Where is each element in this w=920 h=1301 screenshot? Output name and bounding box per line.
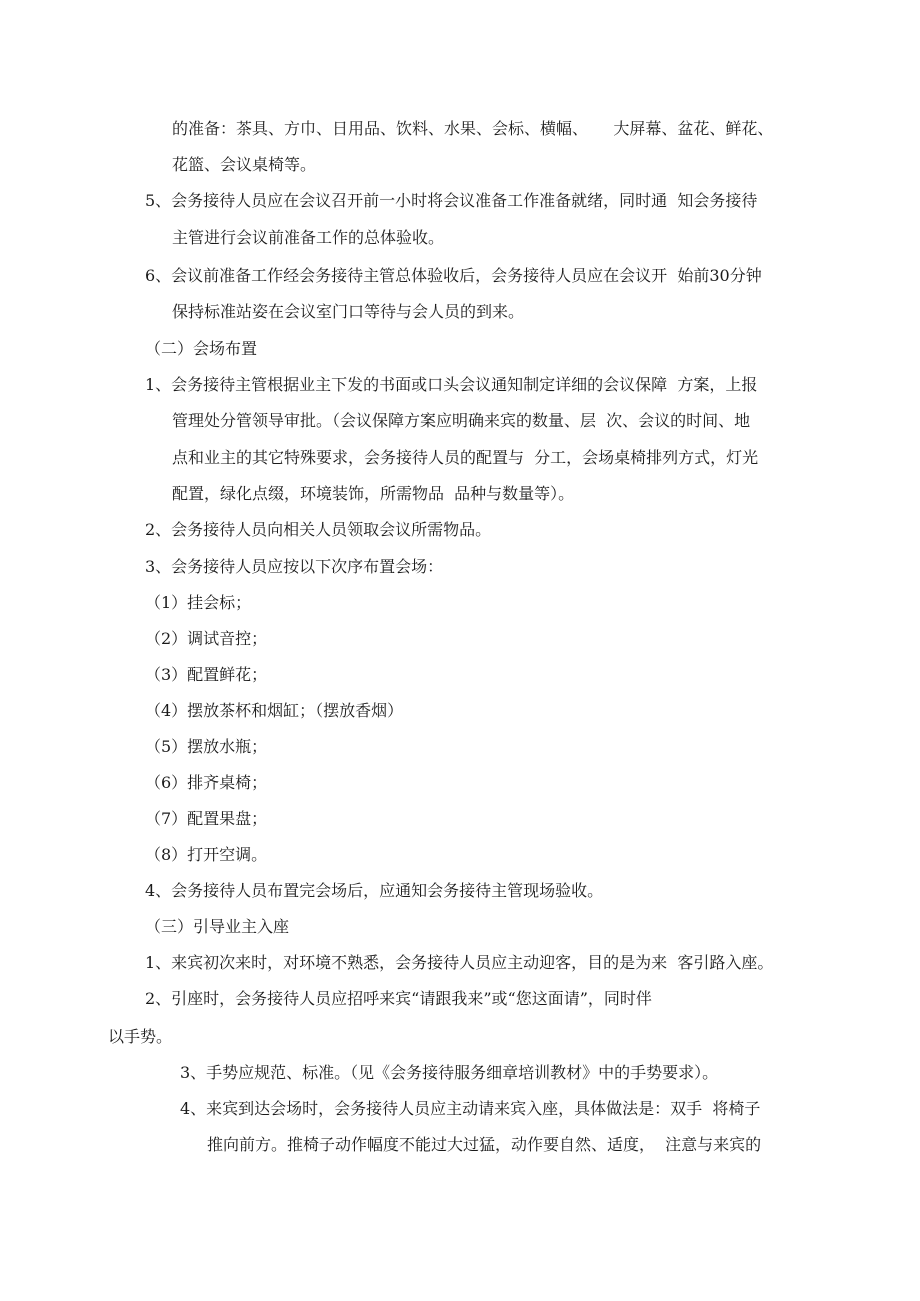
text-line: 管理处分管领导审批。（会议保障方案应明确来宾的数量、层 次、会议的时间、地	[172, 411, 751, 430]
text-line: 以手势。	[108, 1027, 173, 1046]
section-heading: （三）引导业主入座	[145, 917, 290, 936]
list-item: （8）打开空调。	[145, 845, 268, 864]
list-item: （3）配置鲜花；	[145, 665, 268, 684]
text-line: 5、会务接待人员应在会议召开前一小时将会议准备工作准备就绪，同时通 知会务接待	[145, 191, 758, 210]
text-line: 保持标准站姿在会议室门口等待与会人员的到来。	[172, 302, 525, 321]
list-item: （4）摆放茶杯和烟缸；（摆放香烟）	[145, 701, 404, 720]
text-line: 2、引座时，会务接待人员应招呼来宾“请跟我来”或“您这面请”，同时伴	[145, 989, 652, 1008]
text-line: 推向前方。推椅子动作幅度不能过大过猛，动作要自然、适度， 注意与来宾的	[207, 1135, 762, 1154]
text-line: 2、会务接待人员向相关人员领取会议所需物品。	[145, 520, 492, 539]
text-line: 点和业主的其它特殊要求，会务接待人员的配置与 分工，会场桌椅排列方式，灯光	[172, 448, 759, 467]
section-heading: （二）会场布置	[145, 339, 258, 358]
text-line: 的准备：茶具、方巾、日用品、饮料、水果、会标、横幅、 大屏幕、盆花、鲜花、	[172, 119, 774, 138]
text-line: 1、来宾初次来时，对环境不熟悉，会务接待人员应主动迎客，目的是为来 客引路入座。	[145, 953, 774, 972]
list-item: （2）调试音控；	[145, 629, 268, 648]
list-item: （5）摆放水瓶；	[145, 737, 268, 756]
list-item: （6）排齐桌椅；	[145, 773, 268, 792]
text-line: 3、手势应规范、标准。（见《会务接待服务细章培训教材》中的手势要求）。	[180, 1063, 719, 1082]
text-line: 3、会务接待人员应按以下次序布置会场：	[145, 557, 444, 576]
list-item: （7）配置果盘；	[145, 809, 268, 828]
text-line: 主管进行会议前准备工作的总体验收。	[172, 228, 445, 247]
text-line: 4、来宾到达会场时，会务接待人员应主动请来宾入座，具体做法是：双手 将椅子	[180, 1099, 761, 1118]
text-line: 6、会议前准备工作经会务接待主管总体验收后，会务接待人员应在会议开 始前30分钟	[145, 266, 762, 285]
text-line: 配置，绿化点缀，环境装饰，所需物品 品种与数量等）。	[172, 484, 575, 503]
text-line: 花篮、会议桌椅等。	[172, 155, 317, 174]
list-item: （1）挂会标；	[145, 593, 252, 612]
text-line: 4、会务接待人员布置完会场后，应通知会务接待主管现场验收。	[145, 881, 604, 900]
text-line: 1、会务接待主管根据业主下发的书面或口头会议通知制定详细的会议保障 方案，上报	[145, 375, 758, 394]
